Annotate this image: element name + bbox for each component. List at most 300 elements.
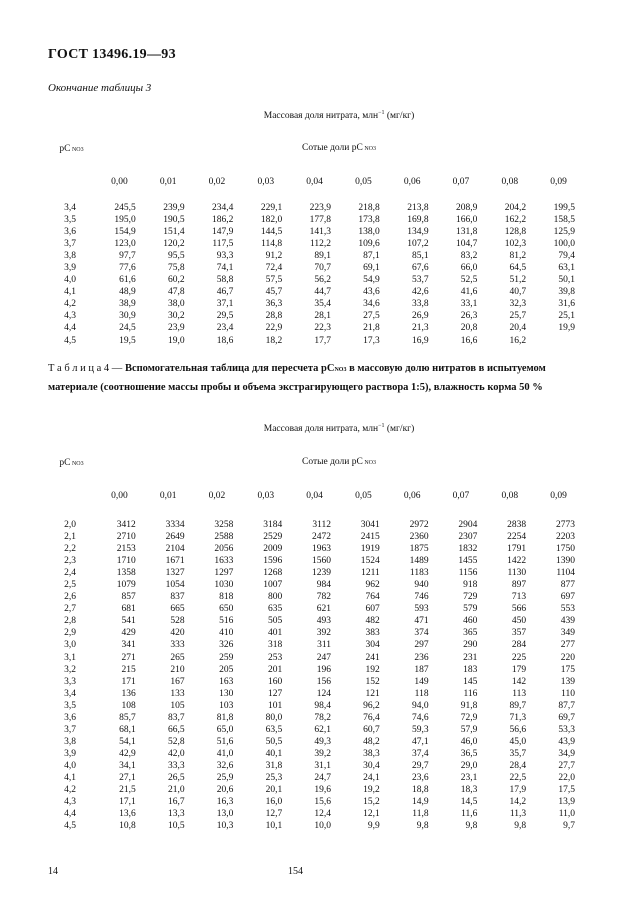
table-cell: 47,8 <box>167 287 185 298</box>
table-row <box>48 676 583 688</box>
table-cell: 30,2 <box>167 311 185 322</box>
table-cell: 41,0 <box>216 748 234 759</box>
table-cell: 23,9 <box>167 323 185 334</box>
table-cell: 460 <box>463 616 478 627</box>
table-cell: 32,3 <box>509 299 527 310</box>
table-cell: 83,2 <box>460 251 478 262</box>
table-cell: 2203 <box>556 532 575 543</box>
table-cell: 199,5 <box>553 203 575 213</box>
table-cell: 697 <box>560 592 575 603</box>
table-cell: 134,9 <box>407 227 429 238</box>
table-cell: 15,6 <box>314 797 331 808</box>
table-cell: 14,5 <box>460 797 478 808</box>
table-cell: 1750 <box>556 544 575 555</box>
table-cell: 2254 <box>507 532 527 543</box>
table-cell: 34,9 <box>558 748 575 759</box>
table-cell: 40,1 <box>265 748 283 759</box>
table-cell: 71,3 <box>509 712 527 723</box>
table-cell: 116 <box>463 688 478 699</box>
table-cell: 28,8 <box>265 311 283 322</box>
table-cell: 124 <box>316 688 331 699</box>
table-cell: 39,2 <box>314 748 331 759</box>
table-row <box>48 591 583 603</box>
table-cell: 13,9 <box>558 797 575 808</box>
table-cell: 239,9 <box>163 203 185 213</box>
table-row <box>48 286 583 298</box>
table3-hundredths-header: Сотые доли pC NO3 <box>301 143 376 153</box>
table-cell: 123,0 <box>114 239 136 250</box>
row-pc-value: 3,8 <box>64 736 76 747</box>
table-cell: 241 <box>365 652 380 663</box>
table-cell: 74,1 <box>216 263 234 274</box>
table-cell: 25,7 <box>509 311 527 322</box>
table-cell: 27,7 <box>558 760 575 771</box>
table-cell: 1239 <box>311 568 331 579</box>
table-cell: 962 <box>365 580 380 591</box>
table-row <box>48 808 583 820</box>
table-cell: 118 <box>414 688 429 699</box>
table-cell: 365 <box>463 628 478 639</box>
table-cell: 28,1 <box>314 311 331 322</box>
table-cell: 3258 <box>214 520 234 530</box>
table-cell: 247 <box>316 652 331 663</box>
row-pc-value: 4,4 <box>64 323 76 334</box>
table-cell: 229,1 <box>260 203 283 213</box>
row-pc-value: 3,1 <box>64 652 76 663</box>
table-cell: 91,8 <box>460 700 478 711</box>
table4-hundredths-header: Сотые доли pC NO3 <box>301 457 376 467</box>
table3 <box>48 100 583 347</box>
table-cell: 593 <box>414 604 429 615</box>
table-cell: 87,1 <box>363 251 380 262</box>
table-cell: 818 <box>219 592 234 603</box>
column-header: 0,04 <box>306 491 323 501</box>
column-header: 0,08 <box>501 491 519 501</box>
row-pc-value: 3,5 <box>64 700 76 711</box>
row-pc-value: 4,5 <box>64 335 76 346</box>
table-cell: 1156 <box>458 568 478 579</box>
table-cell: 26,3 <box>460 311 478 322</box>
row-pc-value: 4,1 <box>64 772 76 783</box>
table-cell: 97,7 <box>119 251 136 262</box>
table-cell: 218,8 <box>358 203 380 213</box>
table-cell: 2773 <box>556 520 575 530</box>
table-cell: 22,0 <box>558 772 575 783</box>
table-cell: 2904 <box>458 520 478 530</box>
table-cell: 109,6 <box>358 239 380 250</box>
table-cell: 918 <box>463 580 478 591</box>
table-cell: 20,8 <box>460 323 478 334</box>
row-pc-value: 3,7 <box>64 239 76 250</box>
table-cell: 2972 <box>409 520 429 530</box>
table-cell: 120,2 <box>163 239 185 250</box>
table4-caption: Т а б л и ц а 4 — Вспомогательная таблица для пересчета pCNO3 в массовую долю нитратов в испытуемом материале (соотношение массы пробы и объема экстрагирующего раствора 1:5), влажность корма 50 % <box>48 363 546 393</box>
table-cell: 147,9 <box>212 227 234 238</box>
row-pc-value: 3,0 <box>64 640 76 651</box>
table-cell: 54,1 <box>119 736 136 747</box>
table-cell: 383 <box>365 628 380 639</box>
table-cell: 56,6 <box>509 724 527 735</box>
table-cell: 234,4 <box>212 203 234 213</box>
table-cell: 89,1 <box>314 251 331 262</box>
table-cell: 60,2 <box>167 275 185 286</box>
table-cell: 15,2 <box>363 797 380 808</box>
table-cell: 77,6 <box>119 263 136 274</box>
table-cell: 410 <box>219 628 234 639</box>
table-cell: 1211 <box>361 568 380 579</box>
table-cell <box>534 335 583 347</box>
table-row <box>48 579 583 591</box>
table-row <box>48 298 583 310</box>
table-cell: 1671 <box>165 556 185 567</box>
table-cell: 1327 <box>165 568 185 579</box>
table-cell: 20,6 <box>216 785 234 796</box>
table-cell: 114,8 <box>261 239 283 250</box>
table-row <box>48 274 583 286</box>
table-cell: 173,8 <box>358 215 380 226</box>
table-cell: 318 <box>267 640 283 651</box>
table-cell: 87,7 <box>558 700 575 711</box>
table-cell: 3334 <box>165 520 185 530</box>
table-cell: 47,1 <box>411 736 429 747</box>
table-cell: 63,1 <box>558 263 575 274</box>
table-cell: 9,9 <box>367 821 380 832</box>
table-cell: 13,0 <box>216 809 234 820</box>
row-pc-value: 4,1 <box>64 287 76 298</box>
row-pc-value: 3,5 <box>64 215 76 226</box>
table-cell: 128,8 <box>504 227 527 238</box>
table-row <box>48 639 583 651</box>
table-cell: 621 <box>316 604 331 615</box>
column-header: 0,06 <box>403 176 421 187</box>
row-pc-value: 3,9 <box>64 263 76 274</box>
table-cell: 60,7 <box>363 724 380 735</box>
table-cell: 41,6 <box>460 287 478 298</box>
table-cell: 186,2 <box>212 215 234 226</box>
column-header: 0,04 <box>306 176 323 187</box>
table-cell: 607 <box>365 604 380 615</box>
table-cell: 231 <box>463 652 478 663</box>
table-cell: 121 <box>365 688 380 699</box>
table-cell: 63,5 <box>265 724 283 735</box>
table-cell: 2710 <box>116 532 136 543</box>
table-cell: 61,6 <box>119 275 136 286</box>
column-header: 0,07 <box>452 176 470 187</box>
table-cell: 333 <box>170 640 185 651</box>
table-cell: 179 <box>511 664 527 675</box>
table-cell: 94,0 <box>411 700 429 711</box>
table-cell: 34,1 <box>119 760 136 771</box>
column-header: 0,03 <box>257 491 275 501</box>
table-cell: 18,6 <box>216 335 234 346</box>
table-row <box>48 262 583 274</box>
row-pc-value: 4,2 <box>64 299 76 310</box>
table-cell: 64,5 <box>509 263 527 274</box>
table-cell: 151,4 <box>163 227 185 238</box>
table-cell: 145 <box>463 676 478 687</box>
table-cell: 650 <box>219 604 234 615</box>
table-row <box>48 543 583 555</box>
table-cell: 1297 <box>214 568 234 579</box>
table-cell: 156 <box>316 676 331 687</box>
table-cell: 349 <box>560 628 575 639</box>
table-cell: 74,6 <box>411 712 429 723</box>
table-cell: 341 <box>121 640 136 651</box>
table-cell: 528 <box>170 616 185 627</box>
table-cell: 46,0 <box>460 736 478 747</box>
table-cell: 117,5 <box>212 239 234 250</box>
table-cell: 223,9 <box>309 203 331 213</box>
table-cell: 420 <box>170 628 185 639</box>
table-cell: 18,8 <box>411 785 429 796</box>
table-cell: 51,6 <box>216 736 234 747</box>
table-cell: 33,1 <box>460 299 478 310</box>
row-pc-value: 3,2 <box>64 664 76 675</box>
column-header: 0,00 <box>111 176 128 187</box>
table-cell: 23,6 <box>411 772 429 783</box>
table-cell: 16,0 <box>265 797 283 808</box>
table-cell: 27,5 <box>363 311 380 322</box>
table-row <box>48 724 583 736</box>
table-cell: 1596 <box>263 556 283 567</box>
table-cell: 1030 <box>214 580 234 591</box>
table-cell: 29,0 <box>460 760 478 771</box>
table-cell: 21,8 <box>363 323 380 334</box>
table-cell: 44,7 <box>314 287 331 298</box>
table-cell: 45,7 <box>265 287 283 298</box>
table-cell: 579 <box>463 604 478 615</box>
table-cell: 1268 <box>263 568 283 579</box>
table-cell: 208,9 <box>456 203 478 213</box>
table-cell: 66,0 <box>460 263 478 274</box>
table-cell: 21,3 <box>411 323 429 334</box>
table-row <box>48 238 583 250</box>
table-row <box>48 335 583 347</box>
table-cell: 1489 <box>409 556 429 567</box>
table-cell: 81,2 <box>509 251 527 262</box>
table-cell: 26,9 <box>411 311 429 322</box>
table-row <box>48 652 583 664</box>
table-cell: 429 <box>121 628 136 639</box>
table-cell: 30,9 <box>119 311 136 322</box>
table-cell: 10,5 <box>167 821 185 832</box>
table-cell: 98,4 <box>314 700 331 711</box>
table-cell: 9,8 <box>514 821 527 832</box>
table-cell: 141,3 <box>309 227 331 238</box>
table-cell: 75,8 <box>167 263 185 274</box>
table-cell: 635 <box>267 604 283 615</box>
table-cell: 746 <box>414 592 429 603</box>
table-row <box>48 603 583 615</box>
table-cell: 112,2 <box>309 239 331 250</box>
table-cell: 1832 <box>458 544 478 555</box>
table-cell: 29,7 <box>411 760 429 771</box>
table-cell: 210 <box>170 664 185 675</box>
table-cell: 78,2 <box>314 712 331 723</box>
table-row <box>48 310 583 322</box>
table-cell: 113 <box>512 688 527 699</box>
table-cell: 46,7 <box>216 287 234 298</box>
table-cell: 107,2 <box>407 239 429 250</box>
table-cell: 1422 <box>507 556 527 567</box>
table-cell: 50,1 <box>558 275 575 286</box>
table-row <box>48 567 583 579</box>
table-cell: 16,9 <box>411 335 429 346</box>
table-cell: 253 <box>267 652 283 663</box>
table-cell: 93,3 <box>216 251 234 262</box>
table-row <box>48 513 583 531</box>
column-header: 0,01 <box>159 491 177 501</box>
row-pc-value: 2,9 <box>64 628 76 639</box>
table-row <box>48 250 583 262</box>
table-cell: 14,2 <box>509 797 527 808</box>
table-cell: 729 <box>463 592 478 603</box>
table-cell: 16,6 <box>460 335 478 346</box>
table-cell: 65,0 <box>216 724 234 735</box>
table-cell: 1455 <box>458 556 478 567</box>
table-cell: 33,8 <box>411 299 429 310</box>
table-cell: 102,3 <box>504 239 527 250</box>
row-pc-value: 3,3 <box>64 676 76 687</box>
row-pc-value: 2,1 <box>64 532 76 543</box>
table-cell: 2307 <box>458 532 478 543</box>
table-cell: 67,6 <box>411 263 429 274</box>
table-cell: 160 <box>267 676 283 687</box>
table-cell: 3041 <box>360 520 380 530</box>
table-cell: 62,1 <box>314 724 331 735</box>
table-cell: 259 <box>219 652 234 663</box>
table-cell: 782 <box>316 592 331 603</box>
table-cell: 1963 <box>311 544 331 555</box>
row-pc-value: 3,7 <box>64 724 76 735</box>
table-cell: 2009 <box>263 544 283 555</box>
table3-row-header: pC NO3 <box>59 144 84 154</box>
table-row <box>48 748 583 760</box>
table-cell: 19,9 <box>558 323 575 334</box>
table-cell: 215 <box>121 664 136 675</box>
table-cell: 163 <box>219 676 234 687</box>
table-cell: 171 <box>121 676 136 687</box>
column-header: 0,00 <box>111 491 128 501</box>
table-cell: 13,6 <box>119 809 136 820</box>
table-cell: 764 <box>365 592 380 603</box>
table-cell: 439 <box>560 616 575 627</box>
table-cell: 201 <box>267 664 283 675</box>
table-cell: 20,1 <box>265 785 283 796</box>
table-cell: 96,2 <box>363 700 380 711</box>
table-cell: 11,8 <box>412 809 429 820</box>
table-cell: 713 <box>511 592 527 603</box>
table-cell: 12,4 <box>314 809 331 820</box>
table-cell: 167 <box>170 676 185 687</box>
table-cell: 3184 <box>263 520 283 530</box>
table-cell: 138,0 <box>358 227 380 238</box>
table-row <box>48 226 583 238</box>
table-cell: 108 <box>121 700 136 711</box>
table-cell: 45,0 <box>509 736 527 747</box>
table-cell: 125,9 <box>553 227 575 238</box>
column-header: 0,08 <box>501 176 519 187</box>
table-cell: 95,5 <box>167 251 185 262</box>
table-row <box>48 615 583 627</box>
table-cell: 72,4 <box>265 263 283 274</box>
table-cell: 10,0 <box>314 821 331 832</box>
table-cell: 245,5 <box>114 203 136 213</box>
table-cell: 304 <box>365 640 380 651</box>
table3-continuation-label: Окончание таблицы 3 <box>48 82 152 94</box>
table-cell: 566 <box>511 604 527 615</box>
table-cell: 25,9 <box>216 772 234 783</box>
table-cell: 76,4 <box>363 712 380 723</box>
table-cell: 152 <box>365 676 380 687</box>
table-cell: 2415 <box>360 532 380 543</box>
row-pc-value: 3,4 <box>64 203 76 213</box>
table-cell: 297 <box>414 640 429 651</box>
table-cell: 1633 <box>214 556 234 567</box>
table-cell: 401 <box>267 628 283 639</box>
table-cell: 42,9 <box>119 748 136 759</box>
table-cell: 69,1 <box>363 263 380 274</box>
table-cell: 34,6 <box>363 299 380 310</box>
table-cell: 38,0 <box>167 299 185 310</box>
table-cell: 1560 <box>311 556 331 567</box>
table-cell: 265 <box>170 652 185 663</box>
table-cell: 9,8 <box>465 821 478 832</box>
table-cell: 1130 <box>507 568 527 579</box>
table-cell: 22,3 <box>314 323 331 334</box>
table-row <box>48 214 583 226</box>
table-row <box>48 198 583 214</box>
table-cell: 800 <box>267 592 283 603</box>
table-cell: 10,1 <box>265 821 283 832</box>
table-cell: 236 <box>414 652 429 663</box>
page-number-left: 14 <box>48 866 58 877</box>
table-cell: 29,5 <box>216 311 234 322</box>
column-header: 0,05 <box>355 176 372 187</box>
table-cell: 493 <box>316 616 331 627</box>
table-cell: 16,2 <box>509 335 527 346</box>
table-cell: 110 <box>561 688 575 699</box>
row-pc-value: 2,8 <box>64 616 76 627</box>
table-cell: 2056 <box>214 544 234 555</box>
table-row <box>48 322 583 334</box>
table-cell: 42,0 <box>167 748 185 759</box>
table-cell: 22,5 <box>509 772 527 783</box>
row-pc-value: 2,0 <box>64 520 76 530</box>
row-pc-value: 3,4 <box>64 688 76 699</box>
table-cell: 17,1 <box>119 797 136 808</box>
table-cell: 471 <box>414 616 429 627</box>
table-cell: 271 <box>121 652 136 663</box>
table-cell: 50,5 <box>265 736 283 747</box>
row-pc-value: 4,5 <box>64 821 76 832</box>
table-row <box>48 555 583 567</box>
table-cell: 877 <box>560 580 575 591</box>
table-cell: 38,9 <box>119 299 136 310</box>
table-cell: 19,6 <box>314 785 331 796</box>
table-cell: 190,5 <box>163 215 185 226</box>
table-row <box>48 784 583 796</box>
row-pc-value: 4,4 <box>64 809 76 820</box>
table-cell: 43,9 <box>558 736 575 747</box>
table4-group-header: Массовая доля нитрата, млн$^{-1}$ (мг/кг) <box>263 422 415 435</box>
table-cell: 57,9 <box>460 724 478 735</box>
table-cell: 57,5 <box>265 275 283 286</box>
table-cell: 32,6 <box>216 760 234 771</box>
row-pc-value: 2,7 <box>64 604 76 615</box>
table-row <box>48 531 583 543</box>
table-cell: 53,3 <box>558 724 575 735</box>
